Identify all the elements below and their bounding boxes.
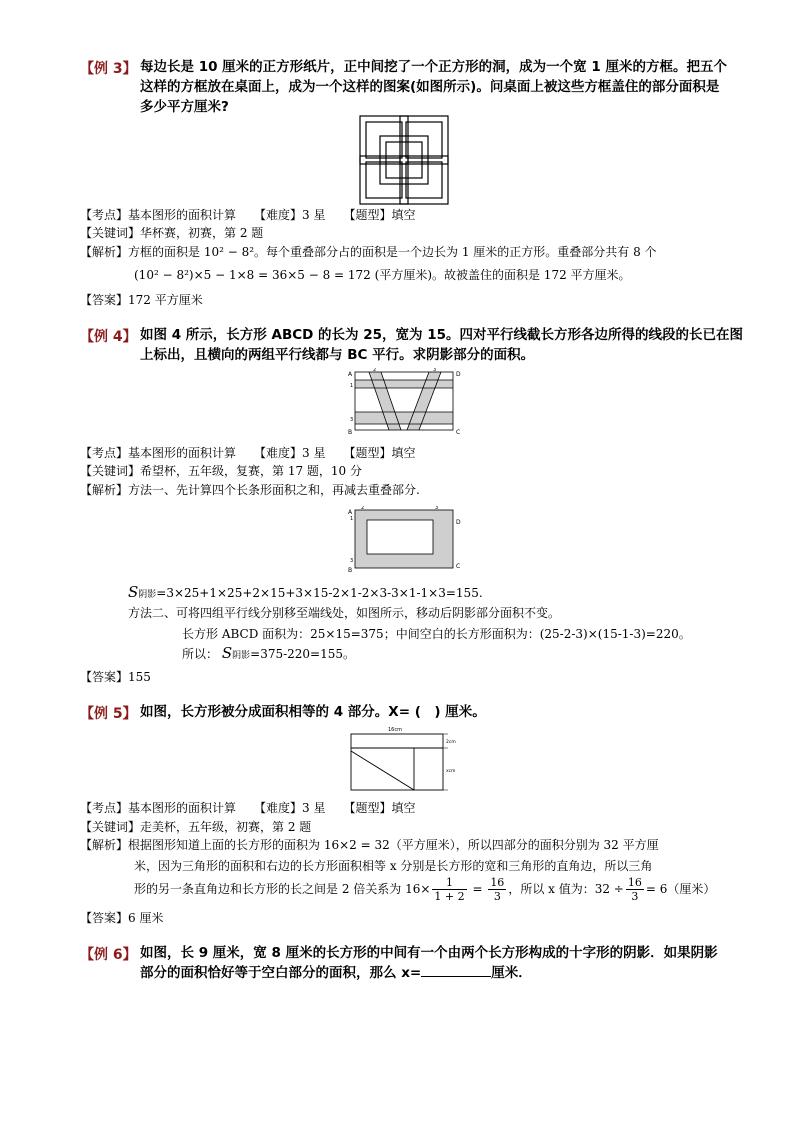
example-5-meta: 【考点】基本图形的面积计算 【难度】3 星 【题型】填空: [80, 801, 416, 815]
question-line: 如图，长 9 厘米，宽 8 厘米的长方形的中间有一个由两个长方形构成的十字形的阴影．如果阴影: [140, 945, 718, 961]
example-5-keywords: 【关键词】走美杯，五年级，初赛，第 2 题: [80, 820, 312, 834]
label-a: A: [348, 371, 353, 378]
question-line: 这样的方框放在桌面上，成为一个这样的图案(如图所示)。问桌面上被这些方框盖住的部分面积是: [140, 79, 720, 95]
example-5-analysis-3: [134, 876, 715, 903]
example-3-answer: 【答案】172 平方厘米: [80, 293, 203, 307]
example-4-answer: 【答案】155: [80, 670, 151, 684]
label-2: 2: [361, 506, 365, 511]
example-3-figure: [358, 114, 450, 206]
equals: =: [468, 882, 487, 896]
label-a: A: [348, 509, 353, 516]
denominator: 3: [493, 890, 501, 903]
label-1: 1: [350, 516, 354, 522]
question-line: 多少平方厘米?: [140, 99, 229, 115]
answer-blank[interactable]: [421, 976, 491, 977]
label-3-left: 3: [350, 417, 354, 423]
label-xcm: xcm: [446, 769, 456, 774]
denominator: 3: [631, 890, 639, 903]
example-3-meta: 【考点】基本图形的面积计算 【难度】3 星 【题型】填空: [80, 208, 416, 222]
s-subscript: 阴影: [232, 651, 251, 661]
label-d: D: [456, 371, 461, 378]
example-5-figure: [346, 724, 466, 796]
analysis-text: 形的另一条直角边和长方形的长之间是 2 倍关系为 16×: [134, 882, 431, 896]
s-symbol: S: [221, 644, 233, 662]
numerator: 1: [432, 876, 466, 890]
label-d: D: [456, 519, 461, 526]
numerator: 16: [627, 876, 642, 889]
example-5-analysis-2: 米，因为三角形的面积和右边的长方形面积相等 x 分别是长方形的宽和三角形的直角边，所以三角: [134, 859, 653, 873]
fraction-1-over-3: [432, 876, 466, 903]
s-symbol: S: [128, 583, 139, 601]
example-4-analysis: 【解析】方法一、先计算四个长条形面积之和，再减去重叠部分.: [80, 483, 420, 497]
label-b: B: [348, 567, 353, 574]
label-c: C: [456, 563, 461, 570]
question-line: 上标出，且横向的两组平行线都与 BC 平行。求阴影部分的面积。: [140, 347, 535, 363]
example-4-formula-1: [128, 583, 483, 604]
formula-text: =375-220=155。: [250, 647, 356, 661]
s-subscript: 阴影: [138, 590, 157, 600]
example-4-question: [140, 325, 750, 365]
label-3: 3: [433, 368, 437, 373]
example-4-rect-area: 长方形 ABCD 面积为：25×15=375；中间空白的长方形面积为：(25-2-3)×(15-1-3)=220。: [182, 627, 691, 641]
question-line: 每边长是 10 厘米的正方形纸片，正中间挖了一个正方形的洞，成为一个宽 1 厘米的方框。把五个: [140, 59, 727, 75]
question-text: 部分的面积恰好等于空白部分的面积，那么 x=: [140, 965, 422, 981]
question-text: 厘米．: [491, 965, 532, 981]
numerator: 16: [490, 876, 505, 889]
analysis-text: = 6（厘米）: [645, 882, 716, 896]
question-line: [140, 963, 750, 983]
so-text: 所以：: [182, 647, 219, 661]
example-4-keywords: 【关键词】希望杯，五年级，复赛，第 17 题，10 分: [80, 464, 362, 478]
example-4-tag: 【例 4】: [80, 329, 137, 345]
example-4-figure: [345, 368, 465, 438]
label-b: B: [348, 429, 353, 436]
example-3-analysis: 【解析】方框的面积是 10² − 8²。每个重叠部分占的面积是一个边长为 1 厘米的正方形。重叠部分共有 8 个: [80, 245, 657, 259]
formula-text: =3×25+1×25+2×15+3×15-2×1-2×3-3×1-1×3=155.: [156, 586, 483, 600]
label-3: 3: [435, 506, 439, 511]
example-6-question: [140, 943, 750, 983]
label-2cm: 2cm: [446, 740, 456, 745]
label-16cm: 16cm: [388, 727, 402, 733]
label-c: C: [456, 429, 461, 436]
example-5-question: 如图，长方形被分成面积相等的 4 部分。X= ( ) 厘米。: [140, 704, 486, 720]
fraction-16-over-3: [488, 876, 506, 903]
analysis-text: ，所以 x 值为：32 ÷: [508, 882, 624, 896]
label-1: 1: [350, 383, 354, 389]
label-2: 2: [373, 368, 377, 373]
example-5-tag: 【例 5】: [80, 706, 137, 722]
example-4-meta: 【考点】基本图形的面积计算 【难度】3 星 【题型】填空: [80, 446, 416, 460]
question-line: 如图 4 所示，长方形 ABCD 的长为 25，宽为 15。四对平行线截长方形各边所得的线段的长已在图: [140, 327, 744, 343]
example-6-tag: 【例 6】: [80, 947, 137, 963]
example-5-answer: 【答案】6 厘米: [80, 911, 164, 925]
denominator: 1 + 2: [434, 890, 465, 903]
example-3-keywords: 【关键词】华杯赛，初赛，第 2 题: [80, 226, 264, 240]
example-3-question: [140, 57, 750, 117]
example-3-formula: (10² − 8²)×5 − 1×8 = 36×5 − 8 = 172 (平方厘米)。故被盖住的面积是 172 平方厘米。: [134, 268, 631, 282]
example-4-formula-2: [182, 644, 355, 665]
label-3-left: 3: [350, 558, 354, 564]
fraction-16-over-3: [626, 876, 644, 903]
example-4-figure-2: [345, 506, 465, 574]
example-4-method-2: 方法二、可将四组平行线分别移至端线处，如图所示，移动后阴影部分面积不变。: [128, 606, 561, 620]
example-5-analysis-1: 【解析】根据图形知道上面的长方形的面积为 16×2 = 32（平方厘米），所以四部分的面积分别为 32 平方厘: [80, 838, 659, 852]
example-3-tag: 【例 3】: [80, 61, 137, 77]
